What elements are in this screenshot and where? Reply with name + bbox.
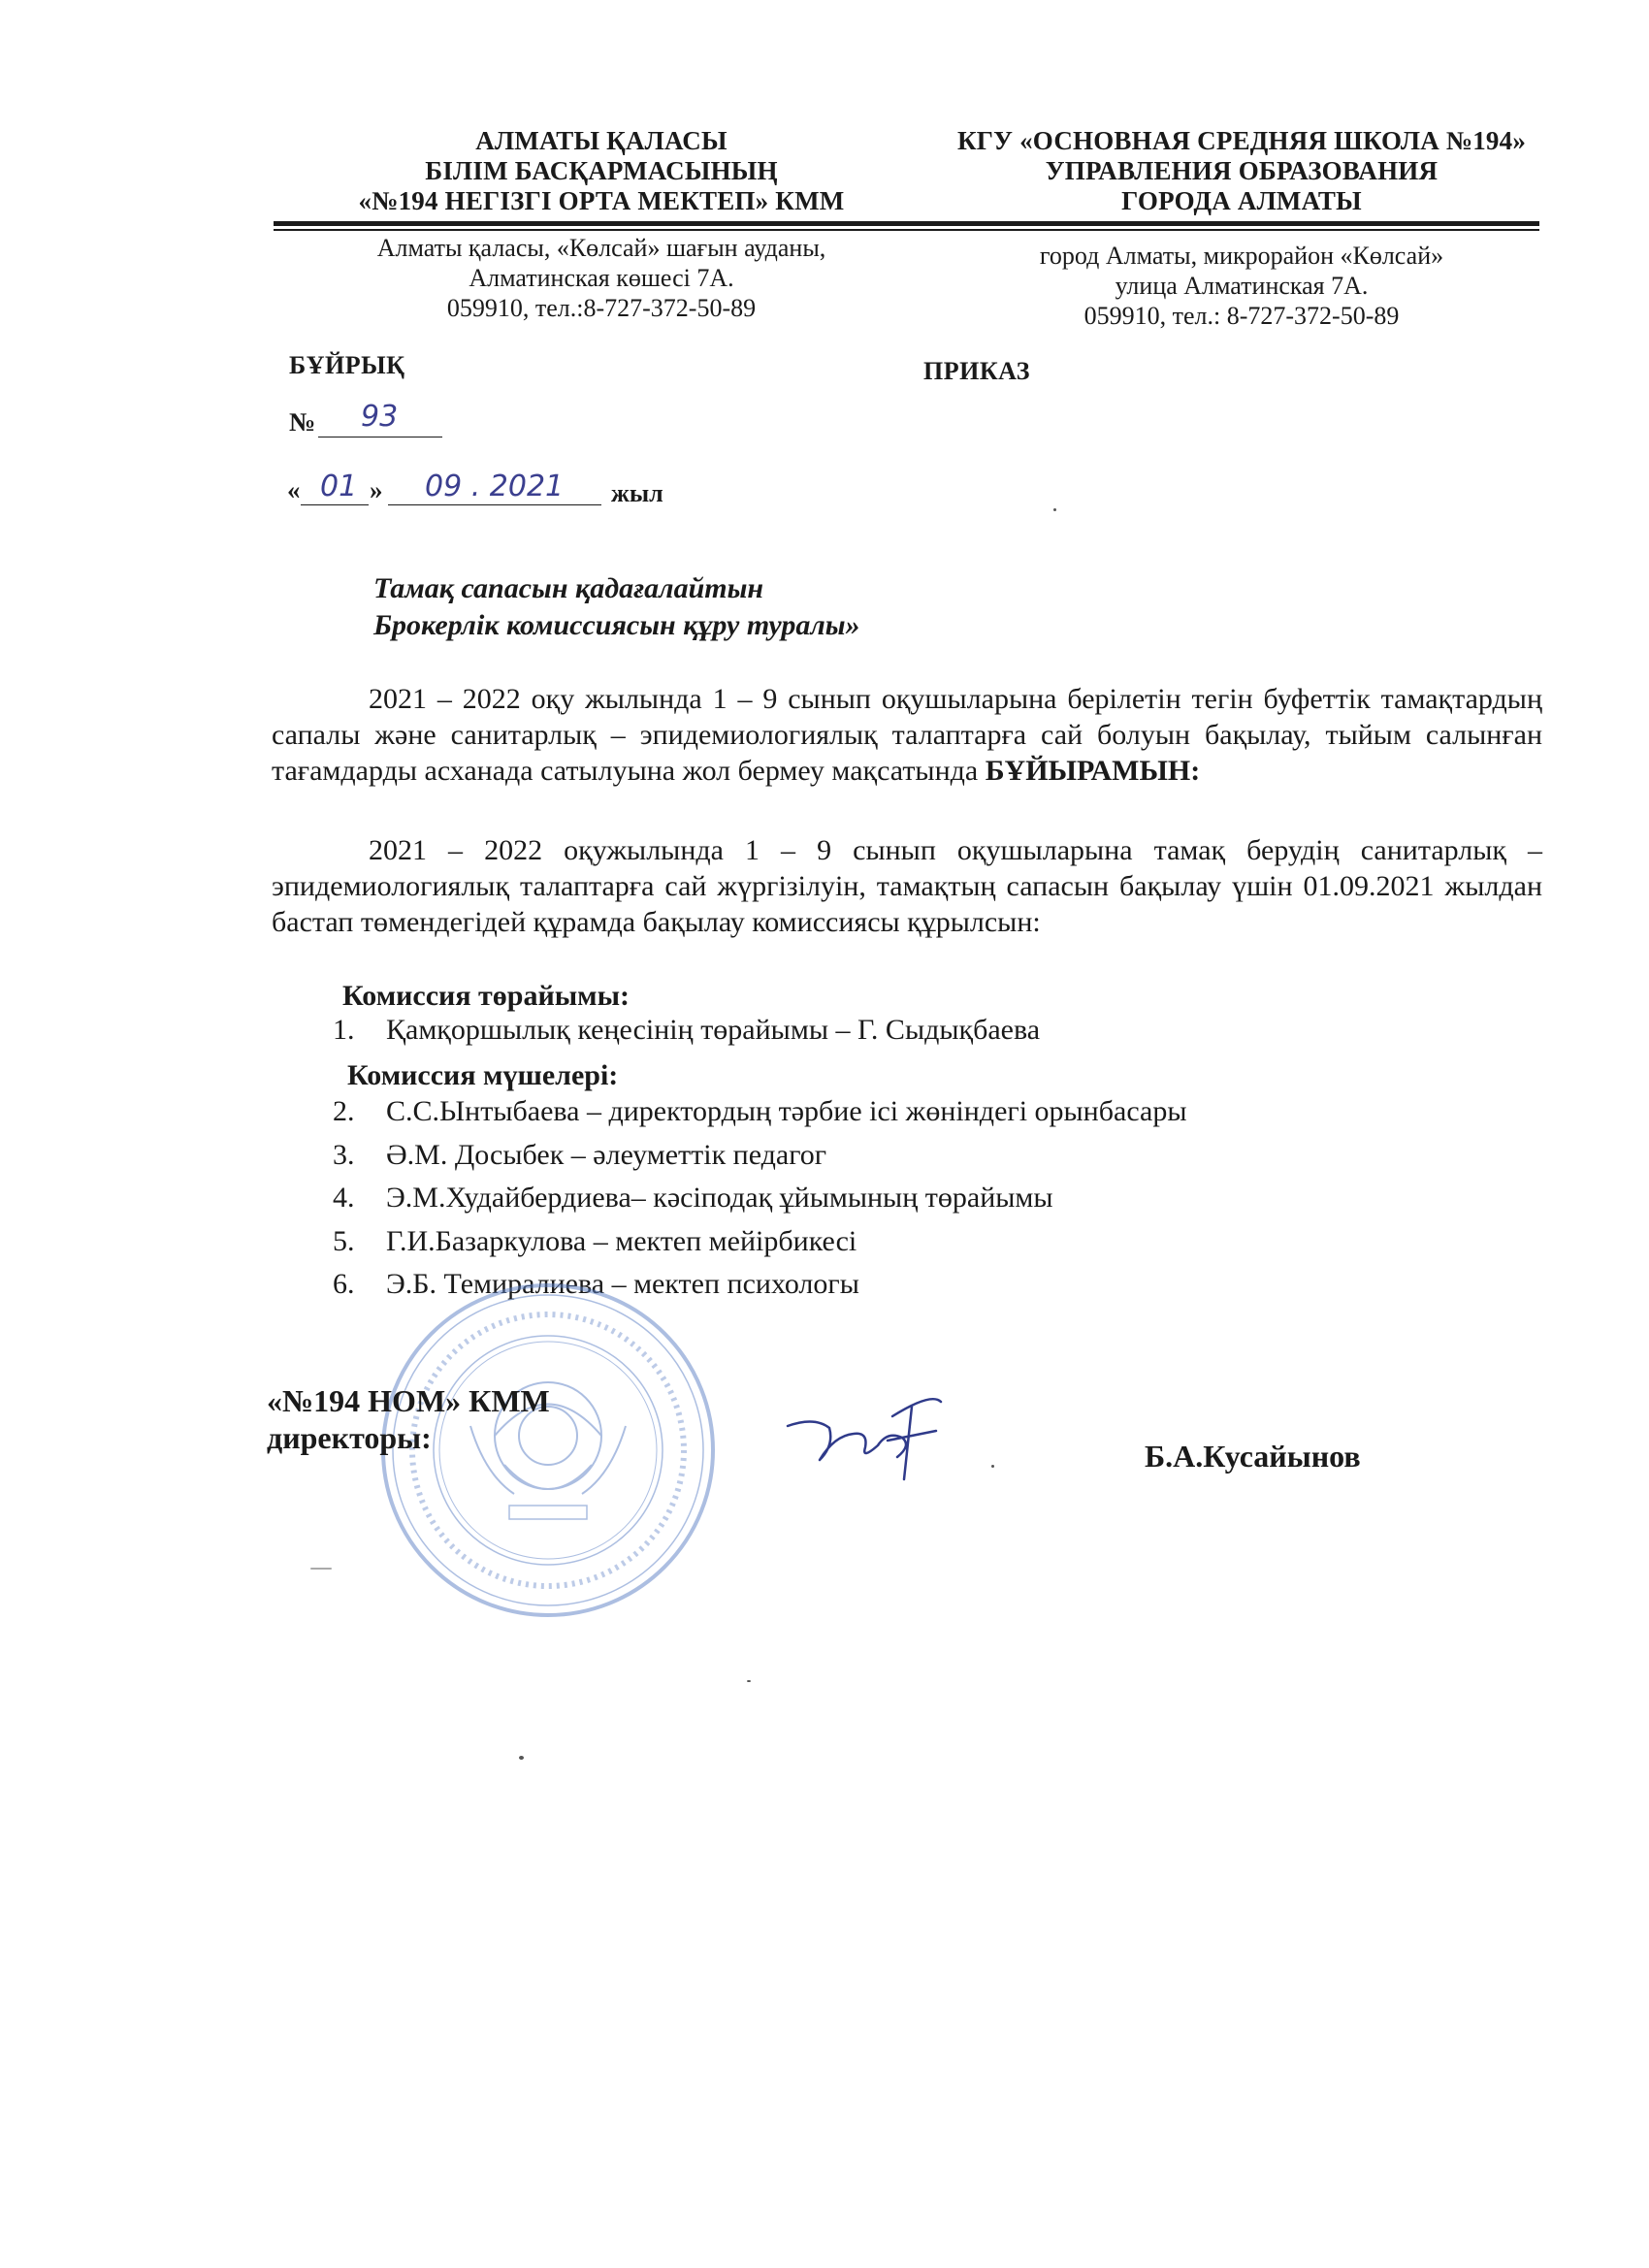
- date-day-line: [301, 504, 369, 505]
- subject-line-2: Брокерлік комиссиясын құру туралы»: [373, 609, 860, 641]
- number-sign: №: [289, 407, 316, 437]
- commission-members-title: Комиссия мүшелері:: [347, 1059, 619, 1091]
- date-close-quote: »: [370, 475, 383, 504]
- signature-name: Б.А.Кусайынов: [1145, 1439, 1361, 1474]
- date-month-year-line: [388, 504, 601, 505]
- header-right-line-2: УПРАВЛЕНИЯ ОБРАЗОВАНИЯ: [1045, 156, 1439, 185]
- list-item-number: 4.: [333, 1182, 355, 1214]
- order-subject: [373, 570, 860, 644]
- list-item: [333, 1090, 1186, 1134]
- body-paragraph-2-text: 2021 – 2022 оқужылында 1 – 9 сынып оқушыларына тамақ берудің санитарлық – эпидемиологиялық талаптарға сай жүргізілуін, тамақтың сапасын бақылау үшін 01.09.2021 жылдан бастап төмендегідей құрамда бақылау комиссиясы құрылсын:: [272, 834, 1542, 938]
- date-open-quote: «: [287, 475, 301, 504]
- list-item-text: Э.М.Худайбердиева– кәсіподақ ұйымының төрайымы: [386, 1182, 1053, 1214]
- signature-block: [267, 1382, 550, 1456]
- address-left-block: [291, 233, 912, 323]
- list-item-number: 2.: [333, 1095, 355, 1127]
- list-item: [333, 1134, 1186, 1178]
- address-right-line-3: 059910, тел.: 8-727-372-50-89: [1083, 302, 1400, 330]
- body-paragraph-1-text: 2021 – 2022 оқу жылында 1 – 9 сынып оқушыларына берілетін тегін буфеттік тамақтардың сапалы және санитарлық – эпидемиологиялық талаптарға сай болуын бақылау, тыйым салынған тағамдарды асханада сатылуына жол бермеу мақсатында: [272, 683, 1542, 787]
- header-divider-thin: [274, 229, 1539, 231]
- body-order-word: БҰЙЫРАМЫН:: [985, 755, 1201, 787]
- body-paragraph-2: [272, 832, 1542, 940]
- scan-speck: [991, 1465, 994, 1468]
- doc-type-kz: БҰЙРЫҚ: [289, 351, 405, 379]
- signature-position: директоры:: [267, 1420, 432, 1455]
- header-right-line-1: КГУ «ОСНОВНАЯ СРЕДНЯЯ ШКОЛА №194»: [956, 126, 1527, 155]
- commission-chair-title: Комиссия төрайымы:: [342, 980, 630, 1012]
- header-left-block: [291, 126, 912, 216]
- address-right-line-1: город Алматы, микрорайон «Көлсай»: [1039, 242, 1444, 270]
- order-number-row: [289, 407, 315, 437]
- scan-speck: [747, 1680, 751, 1682]
- order-number-handwritten: 93: [361, 400, 399, 434]
- scan-speck: [310, 1568, 332, 1570]
- header-left-line-1: АЛМАТЫ ҚАЛАСЫ: [475, 126, 728, 155]
- year-word: жыл: [611, 479, 663, 507]
- list-item-number: 6.: [333, 1268, 355, 1300]
- list-item-text: Ә.М. Досыбек – әлеуметтік педагог: [386, 1138, 827, 1171]
- date-day-handwritten: 01: [320, 470, 358, 503]
- doc-type-ru: ПРИКАЗ: [923, 357, 1031, 385]
- list-item: [333, 1177, 1186, 1220]
- address-left-line-2: Алматинская көшесі 7А.: [469, 264, 734, 292]
- header-right-block: [912, 126, 1571, 216]
- list-item: [333, 1220, 1186, 1264]
- commission-chair-list: [333, 1009, 1040, 1053]
- address-left-line-1: Алматы қаласы, «Көлсай» шағын ауданы,: [376, 234, 826, 262]
- list-item-text: С.С.Ынтыбаева – директордың тәрбие ісі жөніндегі орынбасары: [386, 1095, 1187, 1127]
- scan-speck: [519, 1756, 524, 1760]
- header-left-line-2: БІЛІМ БАСҚАРМАСЫНЫҢ: [425, 156, 778, 185]
- list-item-number: 5.: [333, 1224, 355, 1257]
- scan-speck: [1053, 508, 1056, 511]
- header-divider-thick: [274, 221, 1539, 226]
- list-item-text: Э.Б. Темиралиева – мектеп психологы: [386, 1268, 859, 1300]
- address-right-block: [912, 241, 1571, 331]
- body-paragraph-1: [272, 681, 1542, 789]
- signature-org: «№194 НОМ» КММ: [267, 1383, 550, 1418]
- header-left-line-3: «№194 НЕГІЗГІ ОРТА МЕКТЕП» КММ: [358, 186, 845, 215]
- director-signature: [776, 1387, 951, 1484]
- list-item-text: Қамқоршылық кеңесінің төрайымы – Г. Сыдықбаева: [386, 1014, 1041, 1046]
- list-item-number: 1.: [333, 1014, 355, 1046]
- address-left-line-3: 059910, тел.:8-727-372-50-89: [446, 294, 757, 322]
- address-right-line-2: улица Алматинская 7А.: [1115, 272, 1369, 300]
- header-right-line-3: ГОРОДА АЛМАТЫ: [1121, 186, 1362, 215]
- list-item-text: Г.И.Базаркулова – мектеп мейірбикесі: [386, 1224, 857, 1257]
- date-month-year-handwritten: 09 . 2021: [425, 470, 565, 503]
- list-item-number: 3.: [333, 1138, 355, 1171]
- commission-members-list: [333, 1090, 1186, 1307]
- subject-line-1: Тамақ сапасын қадағалайтын: [373, 572, 764, 604]
- list-item: [333, 1009, 1040, 1053]
